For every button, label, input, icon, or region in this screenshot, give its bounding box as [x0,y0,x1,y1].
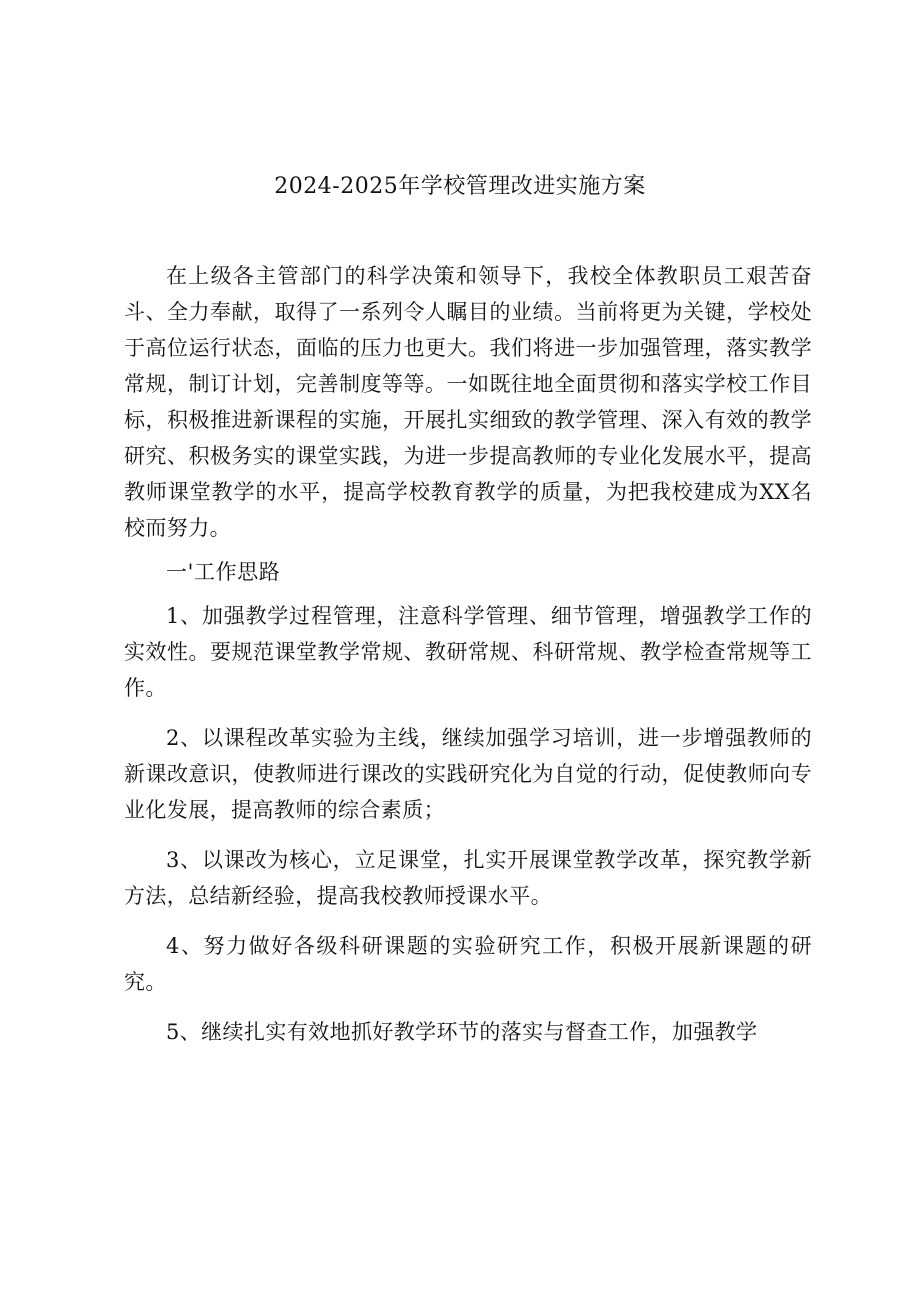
list-item: 2、以课程改革实验为主线，继续加强学习培训，进一步增强教师的新课改意识，使教师进行课改的实践研究化为自觉的行动，促使教师向专业化发展，提高教师的综合素质； [124,726,812,822]
section-heading-work-approach: 一'工作思路 [166,560,281,584]
intro-paragraph: 在上级各主管部门的科学决策和领导下，我校全体教职员工艰苦奋斗、全力奉献，取得了一系列令人瞩目的业绩。当前将更为关键，学校处于高位运行状态，面临的压力也更大。我们将进一步加强管理，落实教学常规，制订计划，完善制度等等。一如既往地全面贯彻和落实学校工作目标，积极推进新课程的实施，开展扎实细致的教学管理、深入有效的教学研究、积极务实的课堂实践，为进一步提高教师的专业化发展水平，提高教师课堂教学的水平，提高学校教育教学的质量，为把我校建成为XX名校而努力。 [124,264,812,540]
document-title: 2024-2025年学校管理改进实施方案 [274,174,646,199]
list-item: 1、加强教学过程管理，注意科学管理、细节管理，增强教学工作的实效性。要规范课堂教学常规、教研常规、科研常规、教学检查常规等工作。 [124,604,812,700]
list-item: 5、继续扎实有效地抓好教学环节的落实与督查工作，加强教学 [166,1020,758,1044]
list-item: 4、努力做好各级科研课题的实验研究工作，积极开展新课题的研究。 [124,934,812,994]
document-body [124,258,812,1064]
list-item: 3、以课改为核心，立足课堂，扎实开展课堂教学改革，探究教学新方法，总结新经验，提高我校教师授课水平。 [124,848,812,908]
